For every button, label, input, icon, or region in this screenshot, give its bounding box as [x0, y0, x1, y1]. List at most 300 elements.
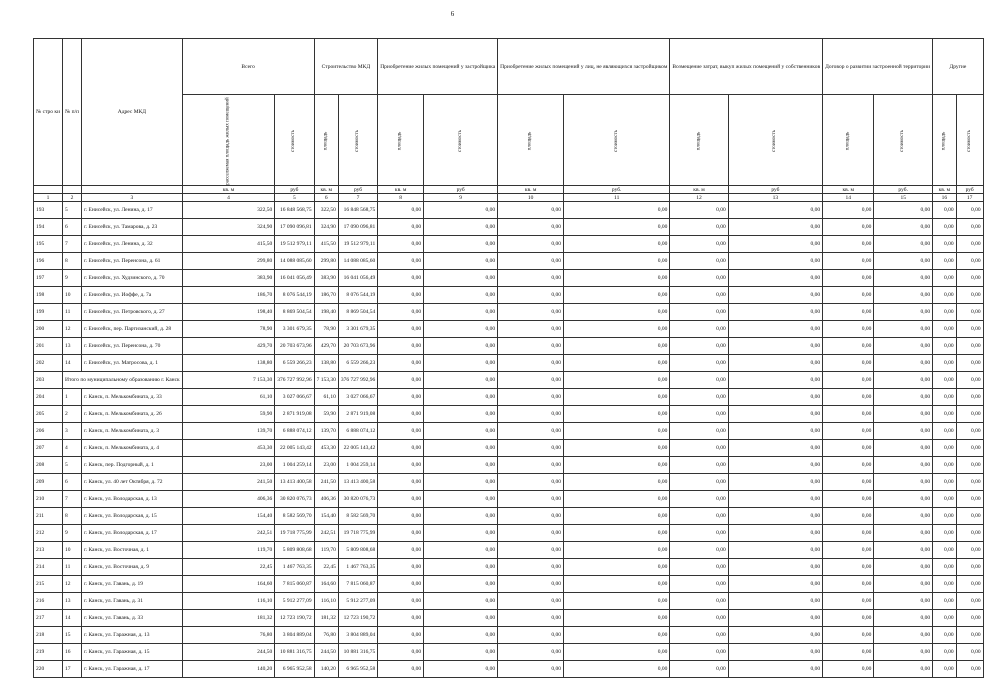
row-value: 0,00: [564, 576, 670, 593]
row-value: 0,00: [378, 525, 424, 542]
row-value: 0,00: [378, 202, 424, 219]
row-value: 8 076 544,19: [338, 287, 377, 304]
row-value: 0,00: [874, 406, 933, 423]
row-value: 0,00: [728, 219, 822, 236]
row-pp-number: 8: [63, 253, 82, 270]
row-line-number: 203: [34, 372, 63, 389]
row-value: 116,10: [182, 593, 274, 610]
row-value: 0,00: [728, 202, 822, 219]
row-value: 0,00: [498, 542, 564, 559]
row-value: 0,00: [498, 440, 564, 457]
row-value: 0,00: [498, 559, 564, 576]
table-row: [34, 491, 984, 508]
row-value: 0,00: [874, 440, 933, 457]
row-value: 0,00: [823, 559, 874, 576]
row-value: 0,00: [670, 253, 728, 270]
row-value: 198,40: [182, 304, 274, 321]
row-line-number: 197: [34, 270, 63, 287]
row-value: 0,00: [933, 355, 957, 372]
row-value: 139,70: [182, 423, 274, 440]
row-value: 0,00: [823, 338, 874, 355]
row-value: 2 871 919,08: [275, 406, 314, 423]
row-value: 6 888 074,12: [275, 423, 314, 440]
row-value: 0,00: [564, 304, 670, 321]
row-value: 22 005 143,42: [275, 440, 314, 457]
row-value: 299,80: [314, 253, 338, 270]
row-value: 0,00: [874, 219, 933, 236]
row-value: 0,00: [823, 372, 874, 389]
row-address: г. Енисейск, ул. Тамарова, д. 23: [82, 219, 183, 236]
row-value: 0,00: [874, 253, 933, 270]
row-value: 0,00: [378, 508, 424, 525]
row-value: 0,00: [728, 270, 822, 287]
row-line-number: 209: [34, 474, 63, 491]
row-value: 429,70: [314, 338, 338, 355]
row-value: 0,00: [498, 270, 564, 287]
column-number: 13: [728, 194, 822, 202]
row-pp-number: 7: [63, 236, 82, 253]
table-row: [34, 338, 984, 355]
row-value: 0,00: [933, 576, 957, 593]
row-value: 0,00: [498, 661, 564, 678]
row-value: 0,00: [956, 406, 983, 423]
row-value: 0,00: [378, 644, 424, 661]
row-value: 119,70: [182, 542, 274, 559]
header-pp-number: № п/п: [63, 39, 82, 186]
unit-cell: руб: [338, 186, 377, 194]
row-value: 376 727 992,96: [275, 372, 314, 389]
row-value: 59,90: [182, 406, 274, 423]
row-value: 0,00: [564, 338, 670, 355]
row-value: 0,00: [498, 491, 564, 508]
unit-cell: руб: [424, 186, 498, 194]
row-value: 0,00: [956, 219, 983, 236]
row-value: 453,30: [314, 440, 338, 457]
table-row: [34, 423, 984, 440]
row-value: 0,00: [728, 253, 822, 270]
row-value: 0,00: [670, 661, 728, 678]
row-value: 0,00: [670, 610, 728, 627]
row-value: 0,00: [874, 576, 933, 593]
row-value: 244,50: [182, 644, 274, 661]
row-pp-number: 3: [63, 423, 82, 440]
row-value: 0,00: [424, 661, 498, 678]
row-value: 0,00: [728, 559, 822, 576]
row-pp-number: 6: [63, 219, 82, 236]
header-other: Другие: [933, 39, 984, 95]
row-value: 299,80: [182, 253, 274, 270]
row-value: 3 301 679,35: [338, 321, 377, 338]
row-address: г. Канск, ул. Гаражная, д. 13: [82, 627, 183, 644]
row-value: 0,00: [874, 236, 933, 253]
sub-cost: стоимость: [956, 95, 983, 186]
row-value: 7 815 060,87: [275, 576, 314, 593]
row-address: г. Енисейск, ул. Иоффе, д. 7а: [82, 287, 183, 304]
row-value: 0,00: [498, 644, 564, 661]
row-value: 0,00: [378, 457, 424, 474]
row-value: 181,32: [182, 610, 274, 627]
row-value: 0,00: [874, 610, 933, 627]
row-value: 0,00: [933, 270, 957, 287]
row-value: 0,00: [823, 508, 874, 525]
row-value: 0,00: [933, 440, 957, 457]
sub-area: площадь: [670, 95, 728, 186]
row-address: г. Канск, п. Мелькомбината, д. 3: [82, 423, 183, 440]
table-row: [34, 321, 984, 338]
row-value: 0,00: [728, 423, 822, 440]
row-value: 0,00: [874, 457, 933, 474]
row-value: 0,00: [823, 627, 874, 644]
row-value: 0,00: [728, 355, 822, 372]
row-value: 0,00: [874, 508, 933, 525]
unit-cell: кв. м: [498, 186, 564, 194]
row-value: 0,00: [728, 661, 822, 678]
row-value: 59,90: [314, 406, 338, 423]
row-total-label: Итого по муниципальному образованию г. Канск: [63, 372, 183, 389]
row-value: 0,00: [498, 304, 564, 321]
row-line-number: 219: [34, 644, 63, 661]
row-value: 1 004 259,14: [338, 457, 377, 474]
row-value: 116,10: [314, 593, 338, 610]
row-value: 0,00: [498, 338, 564, 355]
row-value: 0,00: [670, 372, 728, 389]
row-value: 0,00: [670, 542, 728, 559]
row-value: 30 820 076,73: [338, 491, 377, 508]
row-value: 0,00: [933, 542, 957, 559]
row-value: 16 848 568,75: [275, 202, 314, 219]
header-line-number: № стро ки: [34, 39, 63, 186]
row-value: 0,00: [933, 644, 957, 661]
row-value: 0,00: [823, 321, 874, 338]
row-value: 30 820 076,73: [275, 491, 314, 508]
row-line-number: 205: [34, 406, 63, 423]
row-line-number: 218: [34, 627, 63, 644]
row-value: 0,00: [728, 304, 822, 321]
row-value: 0,00: [933, 627, 957, 644]
row-value: 0,00: [728, 644, 822, 661]
row-value: 10 881 316,75: [275, 644, 314, 661]
row-value: 0,00: [498, 219, 564, 236]
row-address: г. Канск, п. Мелькомбината, д. 33: [82, 389, 183, 406]
column-number: 15: [874, 194, 933, 202]
row-value: 17 090 096,81: [338, 219, 377, 236]
row-value: 0,00: [564, 593, 670, 610]
row-value: 138,80: [314, 355, 338, 372]
row-value: 140,20: [314, 661, 338, 678]
row-line-number: 196: [34, 253, 63, 270]
row-value: 0,00: [670, 321, 728, 338]
row-value: 0,00: [956, 338, 983, 355]
row-value: 0,00: [874, 644, 933, 661]
row-value: 61,10: [182, 389, 274, 406]
row-value: 7 153,30: [314, 372, 338, 389]
row-value: 0,00: [378, 491, 424, 508]
row-value: 0,00: [823, 355, 874, 372]
row-value: 0,00: [564, 457, 670, 474]
row-value: 0,00: [670, 423, 728, 440]
row-value: 0,00: [424, 593, 498, 610]
row-value: 0,00: [728, 440, 822, 457]
row-value: 0,00: [378, 372, 424, 389]
row-value: 0,00: [378, 661, 424, 678]
row-value: 241,50: [314, 474, 338, 491]
row-value: 16 041 056,49: [275, 270, 314, 287]
row-value: 164,60: [182, 576, 274, 593]
row-value: 0,00: [956, 270, 983, 287]
row-value: 0,00: [874, 542, 933, 559]
row-value: 3 027 066,67: [275, 389, 314, 406]
row-value: 20 703 673,96: [275, 338, 314, 355]
row-value: 0,00: [564, 321, 670, 338]
table-row: [34, 576, 984, 593]
row-value: 0,00: [933, 304, 957, 321]
row-line-number: 193: [34, 202, 63, 219]
row-value: 0,00: [670, 644, 728, 661]
row-value: 0,00: [956, 253, 983, 270]
unit-cell: руб.: [564, 186, 670, 194]
row-value: 0,00: [956, 525, 983, 542]
row-pp-number: 16: [63, 644, 82, 661]
row-value: 0,00: [823, 525, 874, 542]
header-reimbursement: Возмещение затрат, выкуп жилых помещений у собственников: [670, 39, 823, 95]
sub-area: площадь: [498, 95, 564, 186]
row-value: 0,00: [670, 287, 728, 304]
table-row: [34, 542, 984, 559]
row-pp-number: 5: [63, 202, 82, 219]
row-value: 22 005 143,42: [338, 440, 377, 457]
row-value: 0,00: [564, 287, 670, 304]
row-line-number: 217: [34, 610, 63, 627]
row-value: 12 723 190,72: [275, 610, 314, 627]
unit-cell: кв. м: [933, 186, 957, 194]
row-value: 0,00: [424, 389, 498, 406]
row-value: 0,00: [728, 610, 822, 627]
row-line-number: 211: [34, 508, 63, 525]
row-value: 0,00: [823, 202, 874, 219]
row-value: 0,00: [424, 270, 498, 287]
row-value: 0,00: [498, 321, 564, 338]
row-value: 76,80: [182, 627, 274, 644]
row-pp-number: 8: [63, 508, 82, 525]
row-value: 0,00: [956, 644, 983, 661]
row-value: 0,00: [378, 287, 424, 304]
row-value: 0,00: [564, 627, 670, 644]
row-address: г. Енисейск, ул. Ленина, д. 32: [82, 236, 183, 253]
row-value: 0,00: [378, 559, 424, 576]
row-value: 78,90: [314, 321, 338, 338]
row-value: 0,00: [823, 593, 874, 610]
row-value: 3 027 066,67: [338, 389, 377, 406]
row-address: г. Канск, ул. Восточная, д. 9: [82, 559, 183, 576]
row-value: 0,00: [670, 440, 728, 457]
row-value: 453,30: [182, 440, 274, 457]
header-construction: Строительство МКД: [314, 39, 378, 95]
row-value: 0,00: [728, 372, 822, 389]
row-value: 119,70: [314, 542, 338, 559]
row-line-number: 202: [34, 355, 63, 372]
row-value: 0,00: [564, 372, 670, 389]
row-line-number: 212: [34, 525, 63, 542]
sub-cost: стоимость: [874, 95, 933, 186]
column-number: 8: [378, 194, 424, 202]
row-value: 6 888 074,12: [338, 423, 377, 440]
row-pp-number: 17: [63, 661, 82, 678]
row-line-number: 215: [34, 576, 63, 593]
units-blank: [63, 186, 82, 194]
row-value: 6 559 266,23: [338, 355, 377, 372]
row-pp-number: 4: [63, 440, 82, 457]
row-value: 0,00: [728, 525, 822, 542]
row-value: 324,90: [314, 219, 338, 236]
row-pp-number: 11: [63, 304, 82, 321]
row-value: 0,00: [378, 270, 424, 287]
row-value: 0,00: [564, 644, 670, 661]
row-value: 0,00: [670, 593, 728, 610]
row-value: 0,00: [823, 236, 874, 253]
row-value: 138,80: [182, 355, 274, 372]
row-value: 0,00: [564, 423, 670, 440]
row-value: 0,00: [670, 202, 728, 219]
row-value: 0,00: [933, 474, 957, 491]
row-value: 61,10: [314, 389, 338, 406]
row-value: 3 804 889,04: [338, 627, 377, 644]
column-numbers-row: [34, 194, 984, 202]
row-value: 429,70: [182, 338, 274, 355]
row-value: 0,00: [564, 355, 670, 372]
row-value: 8 869 504,54: [338, 304, 377, 321]
row-value: 0,00: [933, 661, 957, 678]
row-value: 0,00: [564, 525, 670, 542]
row-value: 0,00: [498, 593, 564, 610]
row-address: г. Канск, п. Мелькомбината, д. 4: [82, 440, 183, 457]
column-number: 4: [182, 194, 274, 202]
row-value: 0,00: [874, 355, 933, 372]
row-value: 0,00: [956, 593, 983, 610]
row-address: г. Канск, п. Мелькомбината, д. 26: [82, 406, 183, 423]
row-value: 0,00: [956, 627, 983, 644]
row-value: 0,00: [956, 542, 983, 559]
row-value: 0,00: [956, 202, 983, 219]
row-value: 0,00: [378, 389, 424, 406]
row-value: 0,00: [956, 389, 983, 406]
row-address: г. Енисейск, пер. Партизанский, д. 28: [82, 321, 183, 338]
row-value: 0,00: [378, 253, 424, 270]
row-value: 0,00: [378, 627, 424, 644]
row-value: 0,00: [874, 627, 933, 644]
row-value: 0,00: [424, 338, 498, 355]
row-value: 0,00: [498, 406, 564, 423]
row-value: 17 090 096,81: [275, 219, 314, 236]
row-value: 0,00: [670, 508, 728, 525]
row-value: 0,00: [874, 372, 933, 389]
row-value: 0,00: [564, 389, 670, 406]
column-number: 9: [424, 194, 498, 202]
table-row: [34, 661, 984, 678]
row-value: 186,70: [182, 287, 274, 304]
row-line-number: 214: [34, 559, 63, 576]
row-value: 322,50: [182, 202, 274, 219]
row-value: 0,00: [564, 236, 670, 253]
row-value: 13 413 400,58: [275, 474, 314, 491]
row-value: 0,00: [424, 321, 498, 338]
row-value: 0,00: [424, 508, 498, 525]
row-address: г. Канск, ул. Восточная, д. 1: [82, 542, 183, 559]
row-value: 0,00: [424, 202, 498, 219]
row-value: 0,00: [874, 661, 933, 678]
row-value: 0,00: [956, 576, 983, 593]
row-pp-number: 5: [63, 457, 82, 474]
table-row: [34, 287, 984, 304]
row-value: 0,00: [498, 253, 564, 270]
row-value: 244,50: [314, 644, 338, 661]
units-blank: [34, 186, 63, 194]
row-line-number: 194: [34, 219, 63, 236]
row-line-number: 204: [34, 389, 63, 406]
row-value: 0,00: [564, 219, 670, 236]
row-value: 0,00: [874, 338, 933, 355]
row-value: 154,40: [182, 508, 274, 525]
row-pp-number: 9: [63, 525, 82, 542]
row-address: г. Енисейск, ул. Петровского, д. 27: [82, 304, 183, 321]
row-value: 0,00: [956, 491, 983, 508]
row-value: 0,00: [823, 457, 874, 474]
row-value: 322,50: [314, 202, 338, 219]
row-value: 0,00: [933, 338, 957, 355]
row-value: 140,20: [182, 661, 274, 678]
row-value: 76,80: [314, 627, 338, 644]
row-value: 0,00: [670, 525, 728, 542]
row-value: 0,00: [424, 304, 498, 321]
row-value: 0,00: [823, 253, 874, 270]
table-row: [34, 406, 984, 423]
row-address: г. Канск, пер. Подгорный, д. 1: [82, 457, 183, 474]
row-pp-number: 12: [63, 576, 82, 593]
row-pp-number: 2: [63, 406, 82, 423]
row-value: 406,36: [182, 491, 274, 508]
row-value: 0,00: [498, 610, 564, 627]
row-value: 0,00: [424, 253, 498, 270]
row-value: 0,00: [874, 474, 933, 491]
row-value: 0,00: [564, 610, 670, 627]
row-value: 0,00: [823, 440, 874, 457]
row-value: 0,00: [670, 474, 728, 491]
row-value: 0,00: [933, 253, 957, 270]
row-value: 0,00: [424, 355, 498, 372]
row-value: 6 965 952,58: [338, 661, 377, 678]
table-row: [34, 355, 984, 372]
row-value: 0,00: [424, 644, 498, 661]
sub-area: площадь: [314, 95, 338, 186]
row-value: 0,00: [933, 236, 957, 253]
row-value: 0,00: [378, 610, 424, 627]
unit-cell: кв. м: [378, 186, 424, 194]
unit-cell: кв. м: [182, 186, 274, 194]
row-value: 0,00: [933, 559, 957, 576]
column-number: 1: [34, 194, 63, 202]
row-value: 8 582 569,70: [275, 508, 314, 525]
row-value: 23,00: [314, 457, 338, 474]
row-value: 5 809 808,68: [275, 542, 314, 559]
header-acq-developer: Приобретение жилых помещений у застройщика: [378, 39, 498, 95]
unit-cell: кв. м: [314, 186, 338, 194]
row-value: 0,00: [378, 474, 424, 491]
row-pp-number: 10: [63, 287, 82, 304]
page-number: 6: [450, 10, 455, 18]
column-number: 16: [933, 194, 957, 202]
row-line-number: 207: [34, 440, 63, 457]
row-value: 0,00: [728, 389, 822, 406]
row-value: 0,00: [874, 423, 933, 440]
